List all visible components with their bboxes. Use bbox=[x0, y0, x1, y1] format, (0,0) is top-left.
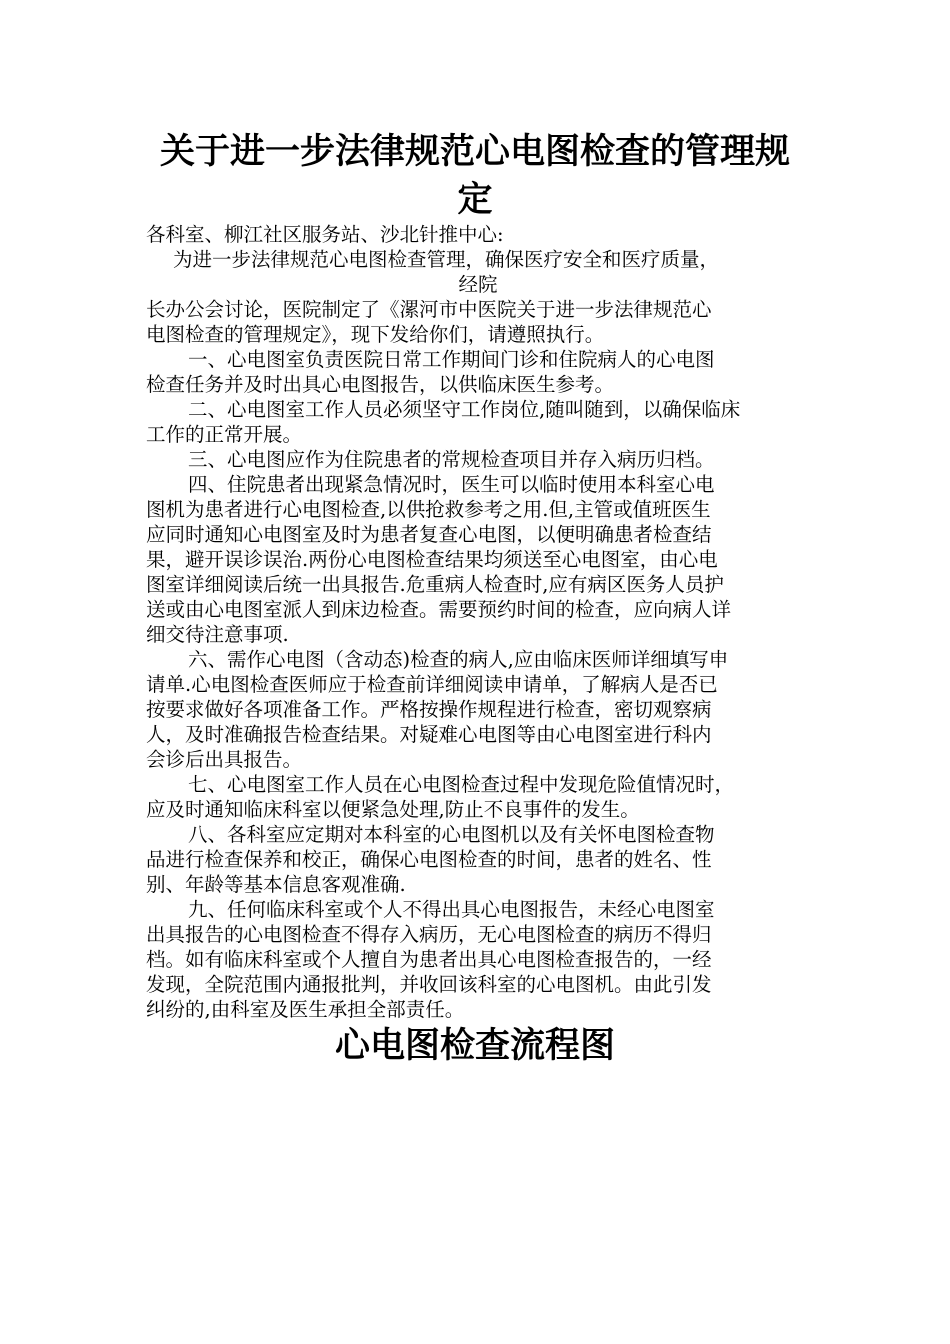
clause-line: 三、心电图应作为住院患者的常规检查项目并存入病历归档。 bbox=[188, 448, 715, 471]
clause-line: 九、任何临床科室或个人不得出具心电图报告，未经心电图室 bbox=[188, 898, 715, 921]
clause-line: 别、年龄等基本信息客观准确. bbox=[146, 873, 406, 896]
intro-line: 电图检查的管理规定》，现下发给你们，请遵照执行。 bbox=[146, 323, 605, 346]
clause-line: 果，避开误诊误治.两份心电图检查结果均须送至心电图室，由心电 bbox=[146, 548, 718, 571]
clause-line: 发现，全院范围内通报批判，并收回该科室的心电图机。由此引发 bbox=[146, 973, 712, 996]
intro-line: 为进一步法律规范心电图检查管理，确保医疗安全和医疗质量， bbox=[173, 248, 720, 271]
document-body bbox=[146, 222, 810, 1022]
clause-line: 检查任务并及时出具心电图报告，以供临床医生参考。 bbox=[146, 373, 615, 396]
clause-line: 八、各科室应定期对本科室的心电图机以及有关怀电图检查物 bbox=[188, 823, 715, 846]
clause-line: 七、心电图室工作人员在心电图检查过程中发现危险值情况时， bbox=[188, 773, 735, 796]
clause-line: 会诊后出具报告。 bbox=[146, 748, 303, 771]
clause-line: 细交待注意事项. bbox=[146, 623, 289, 646]
clause-line: 档。如有临床科室或个人擅自为患者出具心电图检查报告的，一经 bbox=[146, 948, 712, 971]
clause-line: 六、需作心电图（含动态)检查的病人,应由临床医师详细填写申 bbox=[188, 648, 729, 671]
intro-line: 经院 bbox=[458, 273, 498, 296]
clause-line: 出具报告的心电图检查不得存入病历，无心电图检查的病历不得归 bbox=[146, 923, 712, 946]
clause-line: 应及时通知临床科室以便紧急处理,防止不良事件的发生。 bbox=[146, 798, 640, 821]
intro-line: 长办公会讨论，医院制定了《漯河市中医院关于进一步法律规范心 bbox=[146, 298, 712, 321]
clause-line: 工作的正常开展。 bbox=[146, 423, 303, 446]
clause-line: 应同时通知心电图室及时为患者复查心电图，以便明确患者检查结 bbox=[146, 523, 712, 546]
clause-line: 请单.心电图检查医师应于检查前详细阅读申请单，了解病人是否已 bbox=[146, 673, 718, 696]
clause-line: 二、心电图室工作人员必须坚守工作岗位,随叫随到，以确保临床 bbox=[188, 398, 741, 421]
clause-line: 四、住院患者出现紧急情况时，医生可以临时使用本科室心电 bbox=[188, 473, 715, 496]
document-title bbox=[140, 128, 810, 224]
clause-line: 人，及时准确报告检查结果。对疑难心电图等由心电图室进行科内 bbox=[146, 723, 712, 746]
clause-line: 品进行检查保养和校正，确保心电图检查的时间，患者的姓名、性 bbox=[146, 848, 712, 871]
flowchart-title: 心电图检查流程图 bbox=[334, 1025, 615, 1066]
title-line-1: 关于进一步法律规范心电图检查的管理规 bbox=[159, 131, 790, 172]
addressee-line: 各科室、柳江社区服务站、沙北针推中心: bbox=[146, 223, 504, 246]
clause-line: 图机为患者进行心电图检查,以供抢救参考之用.但,主管或值班医生 bbox=[146, 498, 711, 521]
clause-line: 图室详细阅读后统一出具报告.危重病人检查时,应有病区医务人员护 bbox=[146, 573, 724, 596]
clause-line: 纠纷的,由科室及医生承担全部责任。 bbox=[146, 998, 465, 1021]
title-line-2: 定 bbox=[457, 179, 493, 220]
clause-line: 一、心电图室负责医院日常工作期间门诊和住院病人的心电图 bbox=[188, 348, 715, 371]
clause-line: 送或由心电图室派人到床边检查。需要预约时间的检查，应向病人详 bbox=[146, 598, 732, 621]
clause-line: 按要求做好各项准备工作。严格按操作规程进行检查，密切观察病 bbox=[146, 698, 712, 721]
